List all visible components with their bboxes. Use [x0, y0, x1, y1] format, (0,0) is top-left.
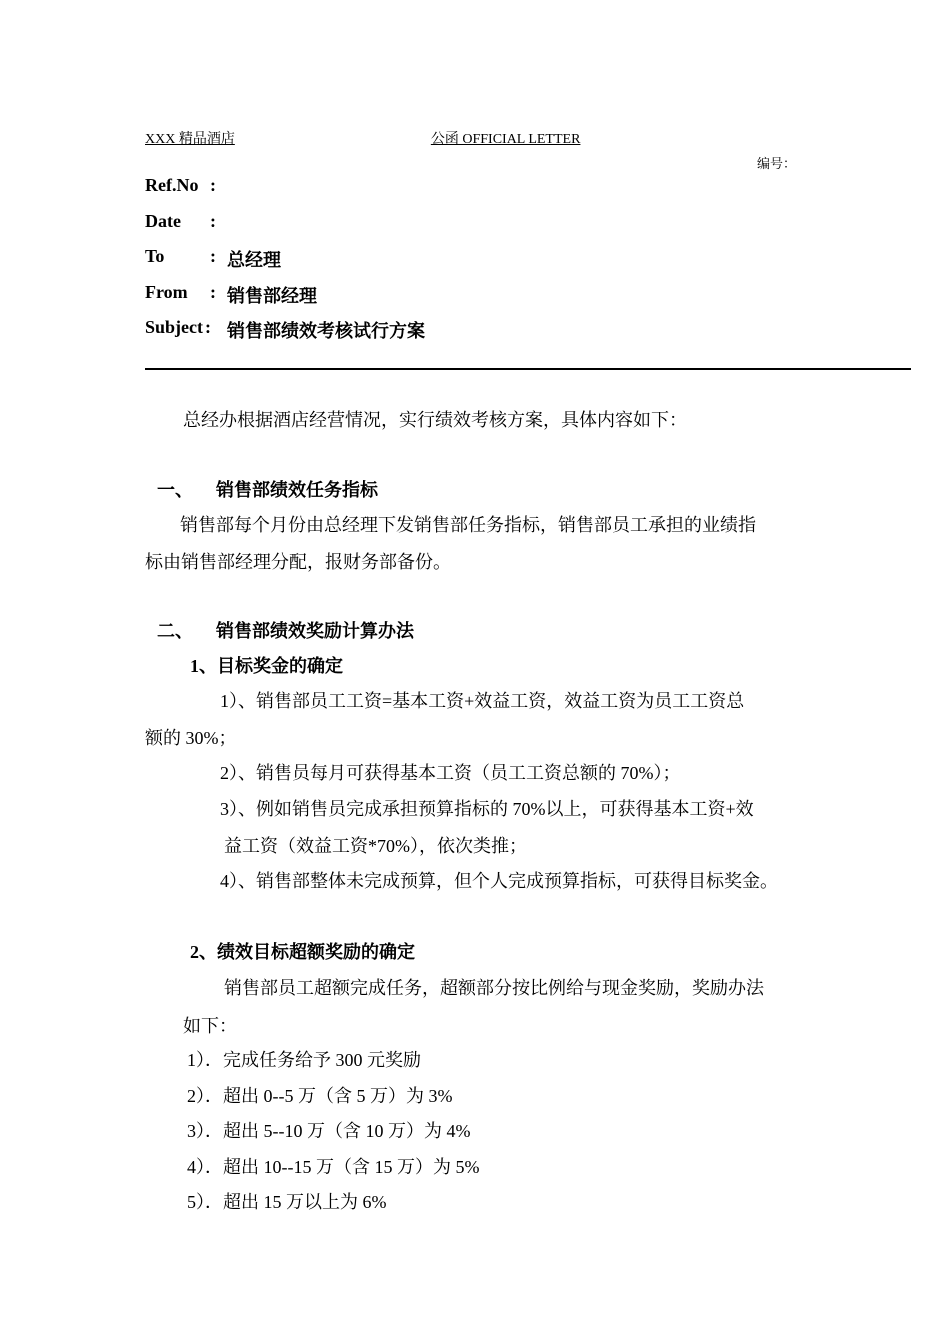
date-label: Date	[145, 211, 181, 231]
section-1-para-line-2: 标由销售部经理分配，报财务部备份。	[145, 552, 451, 572]
subsection-2-title: 2、绩效目标超额奖励的确定	[190, 942, 415, 962]
company-name: XXX 精品酒店	[145, 132, 235, 147]
subsection-1-title: 1、目标奖金的确定	[190, 656, 343, 676]
to-label: To	[145, 246, 165, 266]
subject-label: Subject	[145, 317, 203, 337]
subject-value: 销售部绩效考核试行方案	[227, 321, 425, 341]
subject-colon: :	[205, 317, 211, 337]
section-1-number: 一、	[157, 480, 193, 500]
subsection-2-para-line-2: 如下：	[183, 1016, 237, 1036]
reward-item: 4）．超出 10--15 万（含 15 万）为 5%	[187, 1157, 480, 1177]
letter-type: 公函 OFFICIAL LETTER	[430, 132, 581, 147]
reward-item: 3）．超出 5--10 万（含 10 万）为 4%	[187, 1121, 471, 1141]
from-colon: :	[210, 282, 216, 302]
to-colon: :	[210, 246, 216, 266]
from-value: 销售部经理	[227, 286, 317, 306]
reward-item: 5）．超出 15 万以上为 6%	[187, 1192, 387, 1212]
subsection-1-item-1-line-1: 1）、销售部员工工资=基本工资+效益工资，效益工资为员工工资总	[220, 691, 745, 711]
subsection-1-item-3-line-2: 益工资（效益工资*70%），依次类推；	[224, 836, 527, 856]
reward-item: 1）．完成任务给予 300 元奖励	[187, 1050, 421, 1070]
header-divider	[145, 368, 911, 370]
subsection-1-item-3-line-1: 3）、例如销售员完成承担预算指标的 70%以上，可获得基本工资+效	[220, 799, 754, 819]
subsection-1-item-4: 4）、销售部整体未完成预算，但个人完成预算指标，可获得目标奖金。	[220, 871, 778, 891]
date-colon: :	[210, 211, 216, 231]
subsection-1-item-2: 2）、销售员每月可获得基本工资（员工工资总额的 70%）；	[220, 763, 681, 783]
ref-no-colon: :	[210, 175, 216, 195]
intro-paragraph: 总经办根据酒店经营情况，实行绩效考核方案，具体内容如下：	[183, 410, 687, 430]
serial-number-label: 编号：	[757, 156, 797, 171]
letterhead	[145, 128, 580, 148]
section-2-number: 二、	[157, 621, 193, 641]
subsection-1-item-1-line-2: 额的 30%；	[145, 728, 237, 748]
reward-item: 2）．超出 0--5 万（含 5 万）为 3%	[187, 1086, 453, 1106]
ref-no-label: Ref.No	[145, 175, 199, 195]
subsection-2-para-line-1: 销售部员工超额完成任务，超额部分按比例给与现金奖励，奖励办法	[224, 978, 764, 998]
from-label: From	[145, 282, 188, 302]
section-1-para-line-1: 销售部每个月份由总经理下发销售部任务指标，销售部员工承担的业绩指	[180, 515, 756, 535]
section-1-title: 销售部绩效任务指标	[216, 480, 378, 500]
to-value: 总经理	[227, 250, 281, 270]
section-2-title: 销售部绩效奖励计算办法	[216, 621, 414, 641]
